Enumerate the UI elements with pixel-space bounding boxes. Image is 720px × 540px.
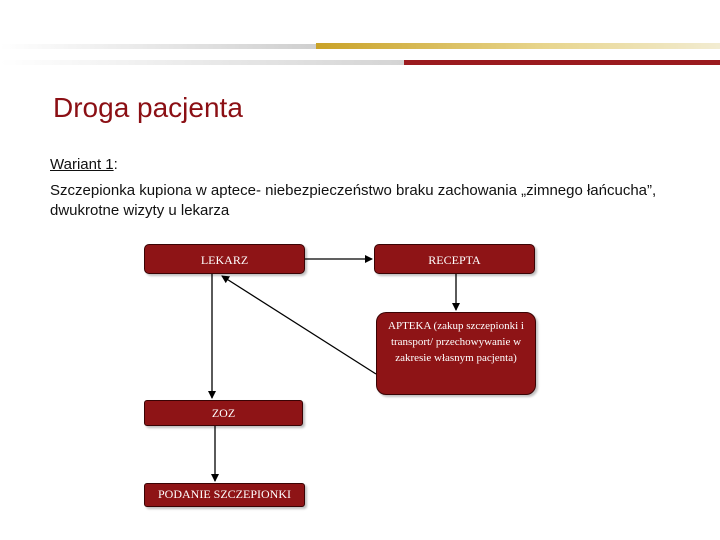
node-recepta: RECEPTA <box>374 244 535 274</box>
node-lekarz: LEKARZ <box>144 244 305 274</box>
slide-title: Droga pacjenta <box>53 92 243 123</box>
node-zoz: ZOZ <box>144 400 303 426</box>
node-podanie-szczepionki: PODANIE SZCZEPIONKI <box>144 483 305 507</box>
arrow-apteka-to-lekarz <box>222 276 376 374</box>
variant-description: Szczepionka kupiona w aptece- niebezpieczeństwo braku zachowania „zimnego łańcucha”, dwukrotne wizyty u lekarza <box>50 182 657 219</box>
node-apteka: APTEKA (zakup szczepionki i transport/ przechowywanie w zakresie własnym pacjenta) <box>376 312 536 395</box>
variant-colon: : <box>113 156 118 173</box>
variant-label: Wariant 1 <box>50 156 114 173</box>
